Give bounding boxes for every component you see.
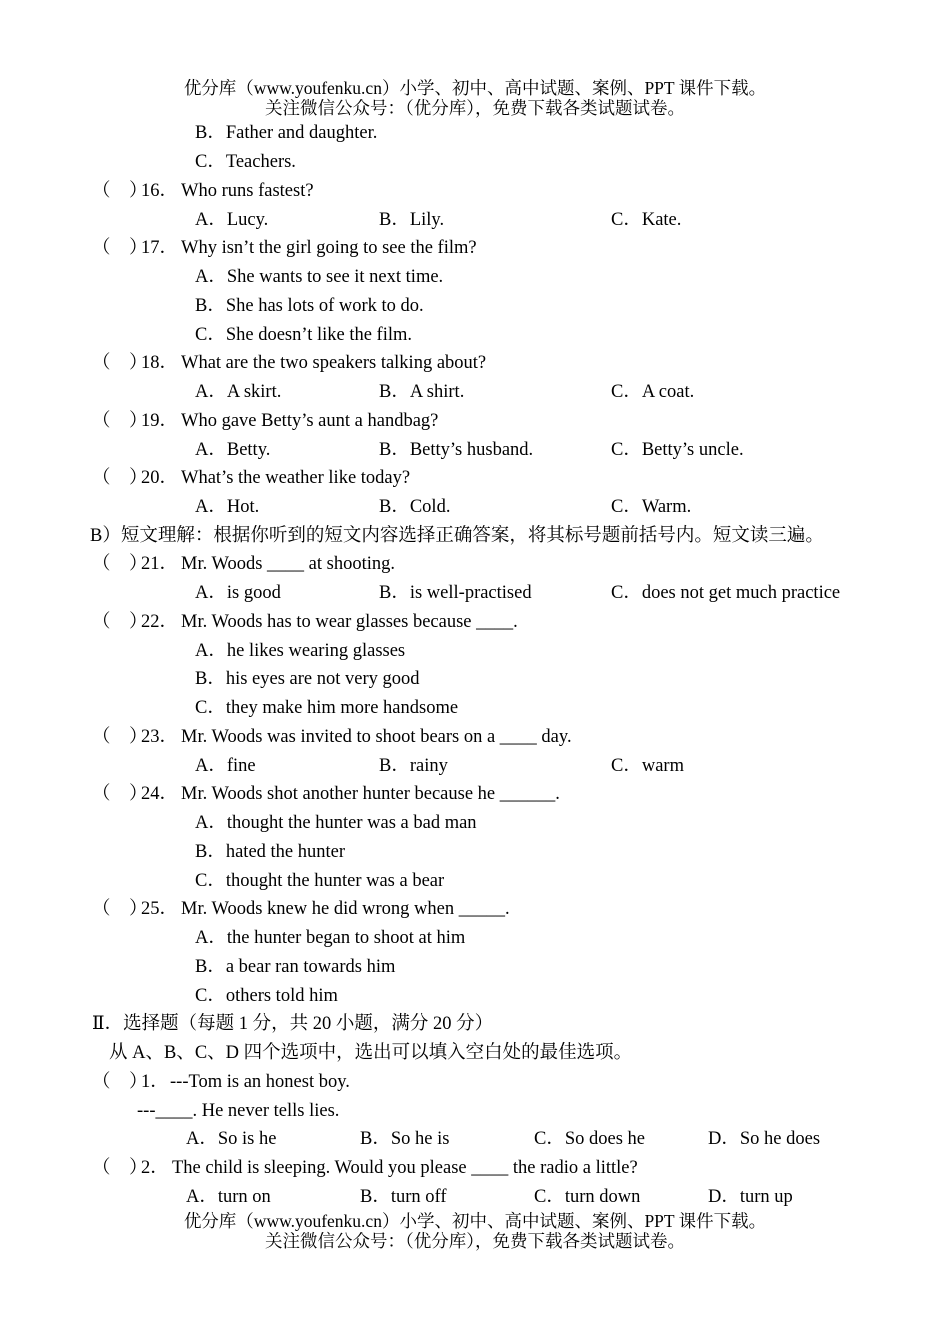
q16-option-a: A．Lucy. (195, 210, 269, 230)
header-line-2: 关注微信公众号：（优分库），免费下载各类试题试卷。 (265, 98, 685, 118)
p2-option-c: C．turn down (534, 1187, 641, 1207)
q22-number: 22． (141, 612, 179, 632)
q25-question: Mr. Woods knew he did wrong when _____. (181, 899, 510, 919)
q21-question: Mr. Woods ____ at shooting. (181, 554, 396, 574)
q19-question: Who gave Betty’s aunt a handbag? (181, 411, 439, 431)
section-ii-heading: Ⅱ．选择题（每题 1 分，共 20 小题，满分 20 分） (92, 1014, 494, 1034)
section-ii-instructions: 从 A、B、C、D 四个选项中，选出可以填入空白处的最佳选项。 (109, 1043, 633, 1063)
q17-option-c: C．She doesn’t like the film. (195, 325, 413, 345)
q20-number: 20． (141, 468, 179, 488)
q23-option-c: C．warm (611, 756, 684, 776)
answer-bracket: （ ） (92, 181, 148, 201)
answer-bracket: （ ） (92, 411, 148, 431)
q24-option-c: C．thought the hunter was a bear (195, 871, 445, 891)
q25-number: 25． (141, 899, 179, 919)
q24-question: Mr. Woods shot another hunter because he ______. (181, 784, 560, 804)
p1-number: 1． (141, 1072, 169, 1092)
q23-question: Mr. Woods was invited to shoot bears on a ____ day. (181, 727, 572, 747)
q22-option-a: A．he likes wearing glasses (195, 641, 406, 661)
q21-option-c: C．does not get much practice (611, 583, 841, 603)
q18-option-b: B．A shirt. (379, 382, 465, 402)
q17-option-a: A．She wants to see it next time. (195, 267, 444, 287)
p1-question: ---Tom is an honest boy. (170, 1072, 350, 1092)
q23-number: 23． (141, 727, 179, 747)
q23-option-a: A．fine (195, 756, 256, 776)
q21-option-b: B．is well-practised (379, 583, 532, 603)
answer-bracket: （ ） (92, 238, 148, 258)
q18-option-c: C．A coat. (611, 382, 695, 402)
q19-option-a: A．Betty. (195, 440, 271, 460)
answer-bracket: （ ） (92, 727, 148, 747)
q15-option-c: C．Teachers. (195, 152, 296, 172)
p2-question: The child is sleeping. Would you please ____ the radio a little? (172, 1158, 638, 1178)
q25-option-c: C．others told him (195, 986, 338, 1006)
q18-number: 18． (141, 353, 179, 373)
q17-option-b: B．She has lots of work to do. (195, 296, 424, 316)
q23-option-b: B．rainy (379, 756, 448, 776)
p1-option-c: C．So does he (534, 1129, 646, 1149)
p1-option-d: D．So he does (708, 1129, 821, 1149)
q22-question: Mr. Woods has to wear glasses because ____. (181, 612, 518, 632)
q25-option-a: A．the hunter began to shoot at him (195, 928, 466, 948)
p1-option-a: A．So is he (186, 1129, 277, 1149)
q21-number: 21． (141, 554, 179, 574)
footer-line-1: 优分库（www.youfenku.cn）小学、初中、高中试题、案例、PPT 课件下载。 (183, 1211, 767, 1231)
q17-number: 17． (141, 238, 179, 258)
q24-option-b: B．hated the hunter (195, 842, 346, 862)
p2-number: 2． (141, 1158, 169, 1178)
q22-option-c: C．they make him more handsome (195, 698, 459, 718)
answer-bracket: （ ） (92, 784, 148, 804)
p2-option-a: A．turn on (186, 1187, 271, 1207)
q16-option-c: C．Kate. (611, 210, 682, 230)
q20-option-a: A．Hot. (195, 497, 260, 517)
q19-option-b: B．Betty’s husband. (379, 440, 534, 460)
q24-number: 24． (141, 784, 179, 804)
section-b-heading: B）短文理解：根据你听到的短文内容选择正确答案，将其标号题前括号内。短文读三遍。 (90, 526, 824, 546)
answer-bracket: （ ） (92, 1158, 148, 1178)
answer-bracket: （ ） (92, 353, 148, 373)
q24-option-a: A．thought the hunter was a bad man (195, 813, 477, 833)
answer-bracket: （ ） (92, 612, 148, 632)
q18-option-a: A．A skirt. (195, 382, 282, 402)
q20-option-b: B．Cold. (379, 497, 451, 517)
q19-option-c: C．Betty’s uncle. (611, 440, 744, 460)
q16-option-b: B．Lily. (379, 210, 445, 230)
q16-number: 16． (141, 181, 179, 201)
footer-line-2: 关注微信公众号：（优分库），免费下载各类试题试卷。 (265, 1231, 685, 1251)
p1-option-b: B．So he is (360, 1129, 450, 1149)
q20-option-c: C．Warm. (611, 497, 692, 517)
p2-option-b: B．turn off (360, 1187, 447, 1207)
header-line-1: 优分库（www.youfenku.cn）小学、初中、高中试题、案例、PPT 课件下载。 (183, 78, 767, 98)
p1-question-response: ---____. He never tells lies. (137, 1101, 340, 1121)
answer-bracket: （ ） (92, 468, 148, 488)
q17-question: Why isn’t the girl going to see the film? (181, 238, 477, 258)
answer-bracket: （ ） (92, 899, 148, 919)
answer-bracket: （ ） (92, 554, 148, 574)
q20-question: What’s the weather like today? (181, 468, 411, 488)
q21-option-a: A．is good (195, 583, 281, 603)
q22-option-b: B．his eyes are not very good (195, 669, 420, 689)
q19-number: 19． (141, 411, 179, 431)
q16-question: Who runs fastest? (181, 181, 314, 201)
q18-question: What are the two speakers talking about? (181, 353, 487, 373)
answer-bracket: （ ） (92, 1072, 148, 1092)
q15-option-b: B．Father and daughter. (195, 123, 378, 143)
p2-option-d: D．turn up (708, 1187, 793, 1207)
q25-option-b: B．a bear ran towards him (195, 957, 396, 977)
